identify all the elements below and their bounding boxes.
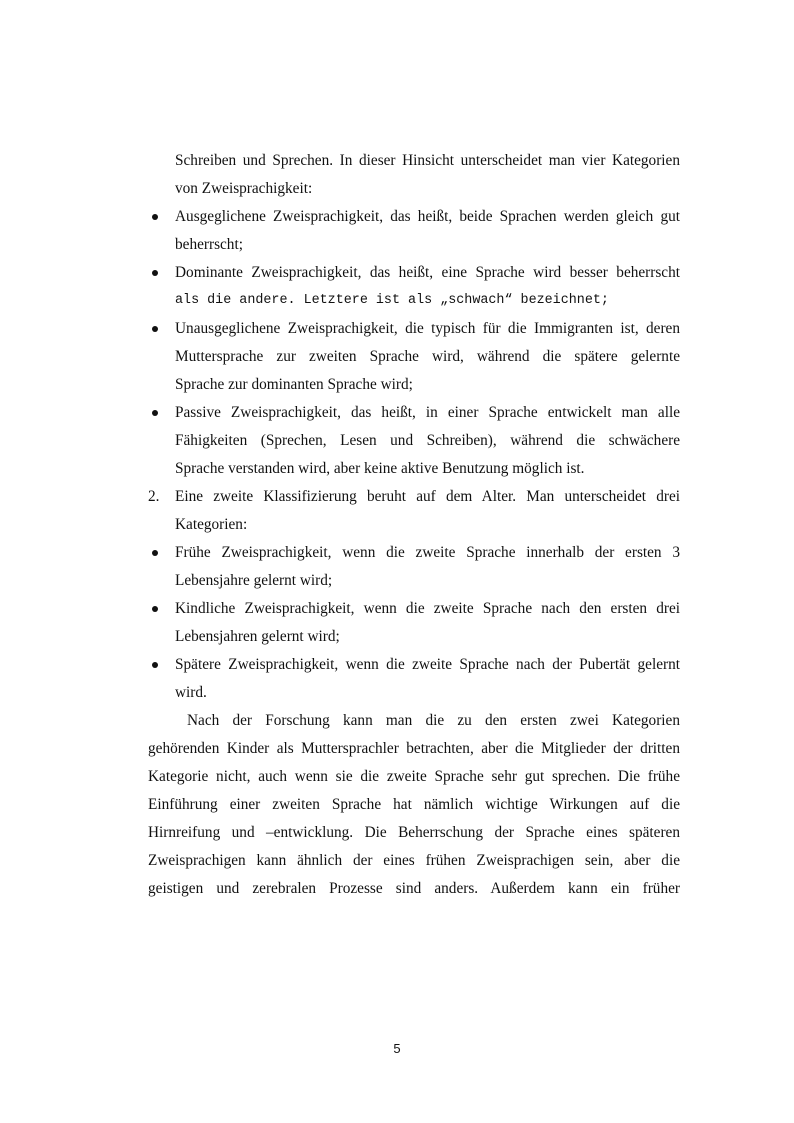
list-item [0,651,794,679]
line-text: von Zweisprachigkeit: [175,180,313,197]
line-text: Sprache verstanden wird, aber keine aktive Benutzung möglich ist. [175,460,585,477]
line-text: Einführung einer zweiten Sprache hat nämlich wichtige Wirkungen auf die [148,796,680,813]
list-item [0,539,794,567]
line-text: gehörenden Kinder als Muttersprachler betrachten, aber die Mitglieder der dritten [148,740,680,757]
list-item [0,315,794,343]
paragraph-line [0,707,794,735]
list-item [0,203,794,231]
paragraph-line [0,791,794,819]
list-item [0,483,794,511]
line-text: Spätere Zweisprachigkeit, wenn die zweite Sprache nach der Pubertät gelernt [175,656,680,673]
line-text: Sprache zur dominanten Sprache wird; [175,376,413,393]
line-text: Muttersprache zur zweiten Sprache wird, während die spätere gelernte [175,348,680,365]
text-line [0,679,794,707]
text-line [0,623,794,651]
line-text: Fähigkeiten (Sprechen, Lesen und Schreiben), während die schwächere [175,432,680,449]
paragraph-line [0,819,794,847]
text-line [0,427,794,455]
text-line [0,147,794,175]
line-text: Hirnreifung und –entwicklung. Die Beherrschung der Sprache eines späteren [148,824,680,841]
text-line [0,343,794,371]
line-text: Eine zweite Klassifizierung beruht auf dem Alter. Man unterscheidet drei [175,488,680,505]
paragraph-line [0,735,794,763]
list-number: 2. [148,488,160,505]
line-text: Passive Zweisprachigkeit, das heißt, in einer Sprache entwickelt man alle [175,404,680,421]
line-text: Kategorien: [175,516,248,533]
line-text: als die andere. Letztere ist als „schwach“ bezeichnet; [175,293,609,308]
line-text: Kategorie nicht, auch wenn sie die zweite Sprache sehr gut sprechen. Die frühe [148,768,680,785]
line-text: Nach der Forschung kann man die zu den ersten zwei Kategorien [187,712,680,729]
list-item [0,595,794,623]
line-text: Ausgeglichene Zweisprachigkeit, das heißt, beide Sprachen werden gleich gut [175,208,680,225]
paragraph-line [0,875,794,903]
line-text: wird. [175,684,207,701]
line-text: beherrscht; [175,236,243,253]
line-text: Schreiben und Sprechen. In dieser Hinsicht unterscheidet man vier Kategorien [175,152,680,169]
line-text: Frühe Zweisprachigkeit, wenn die zweite Sprache innerhalb der ersten 3 [175,544,680,561]
line-text: Zweisprachigen kann ähnlich der eines frühen Zweisprachigen sein, aber die [148,852,680,869]
text-line [0,371,794,399]
page-number: 5 [393,1041,401,1056]
line-text: Kindliche Zweisprachigkeit, wenn die zweite Sprache nach den ersten drei [175,600,680,617]
line-text: Lebensjahre gelernt wird; [175,572,333,589]
text-line [0,455,794,483]
text-line [0,175,794,203]
text-line [0,567,794,595]
text-line [0,511,794,539]
paragraph-line [0,847,794,875]
line-text: Unausgeglichene Zweisprachigkeit, die typisch für die Immigranten ist, deren [175,320,680,337]
text-line [0,231,794,259]
line-text: Lebensjahren gelernt wird; [175,628,340,645]
list-item [0,259,794,287]
list-item [0,399,794,427]
paragraph-line [0,763,794,791]
line-text: geistigen und zerebralen Prozesse sind anders. Außerdem kann ein früher [148,880,680,897]
line-text: Dominante Zweisprachigkeit, das heißt, eine Sprache wird besser beherrscht [175,264,680,281]
text-line [0,287,794,315]
